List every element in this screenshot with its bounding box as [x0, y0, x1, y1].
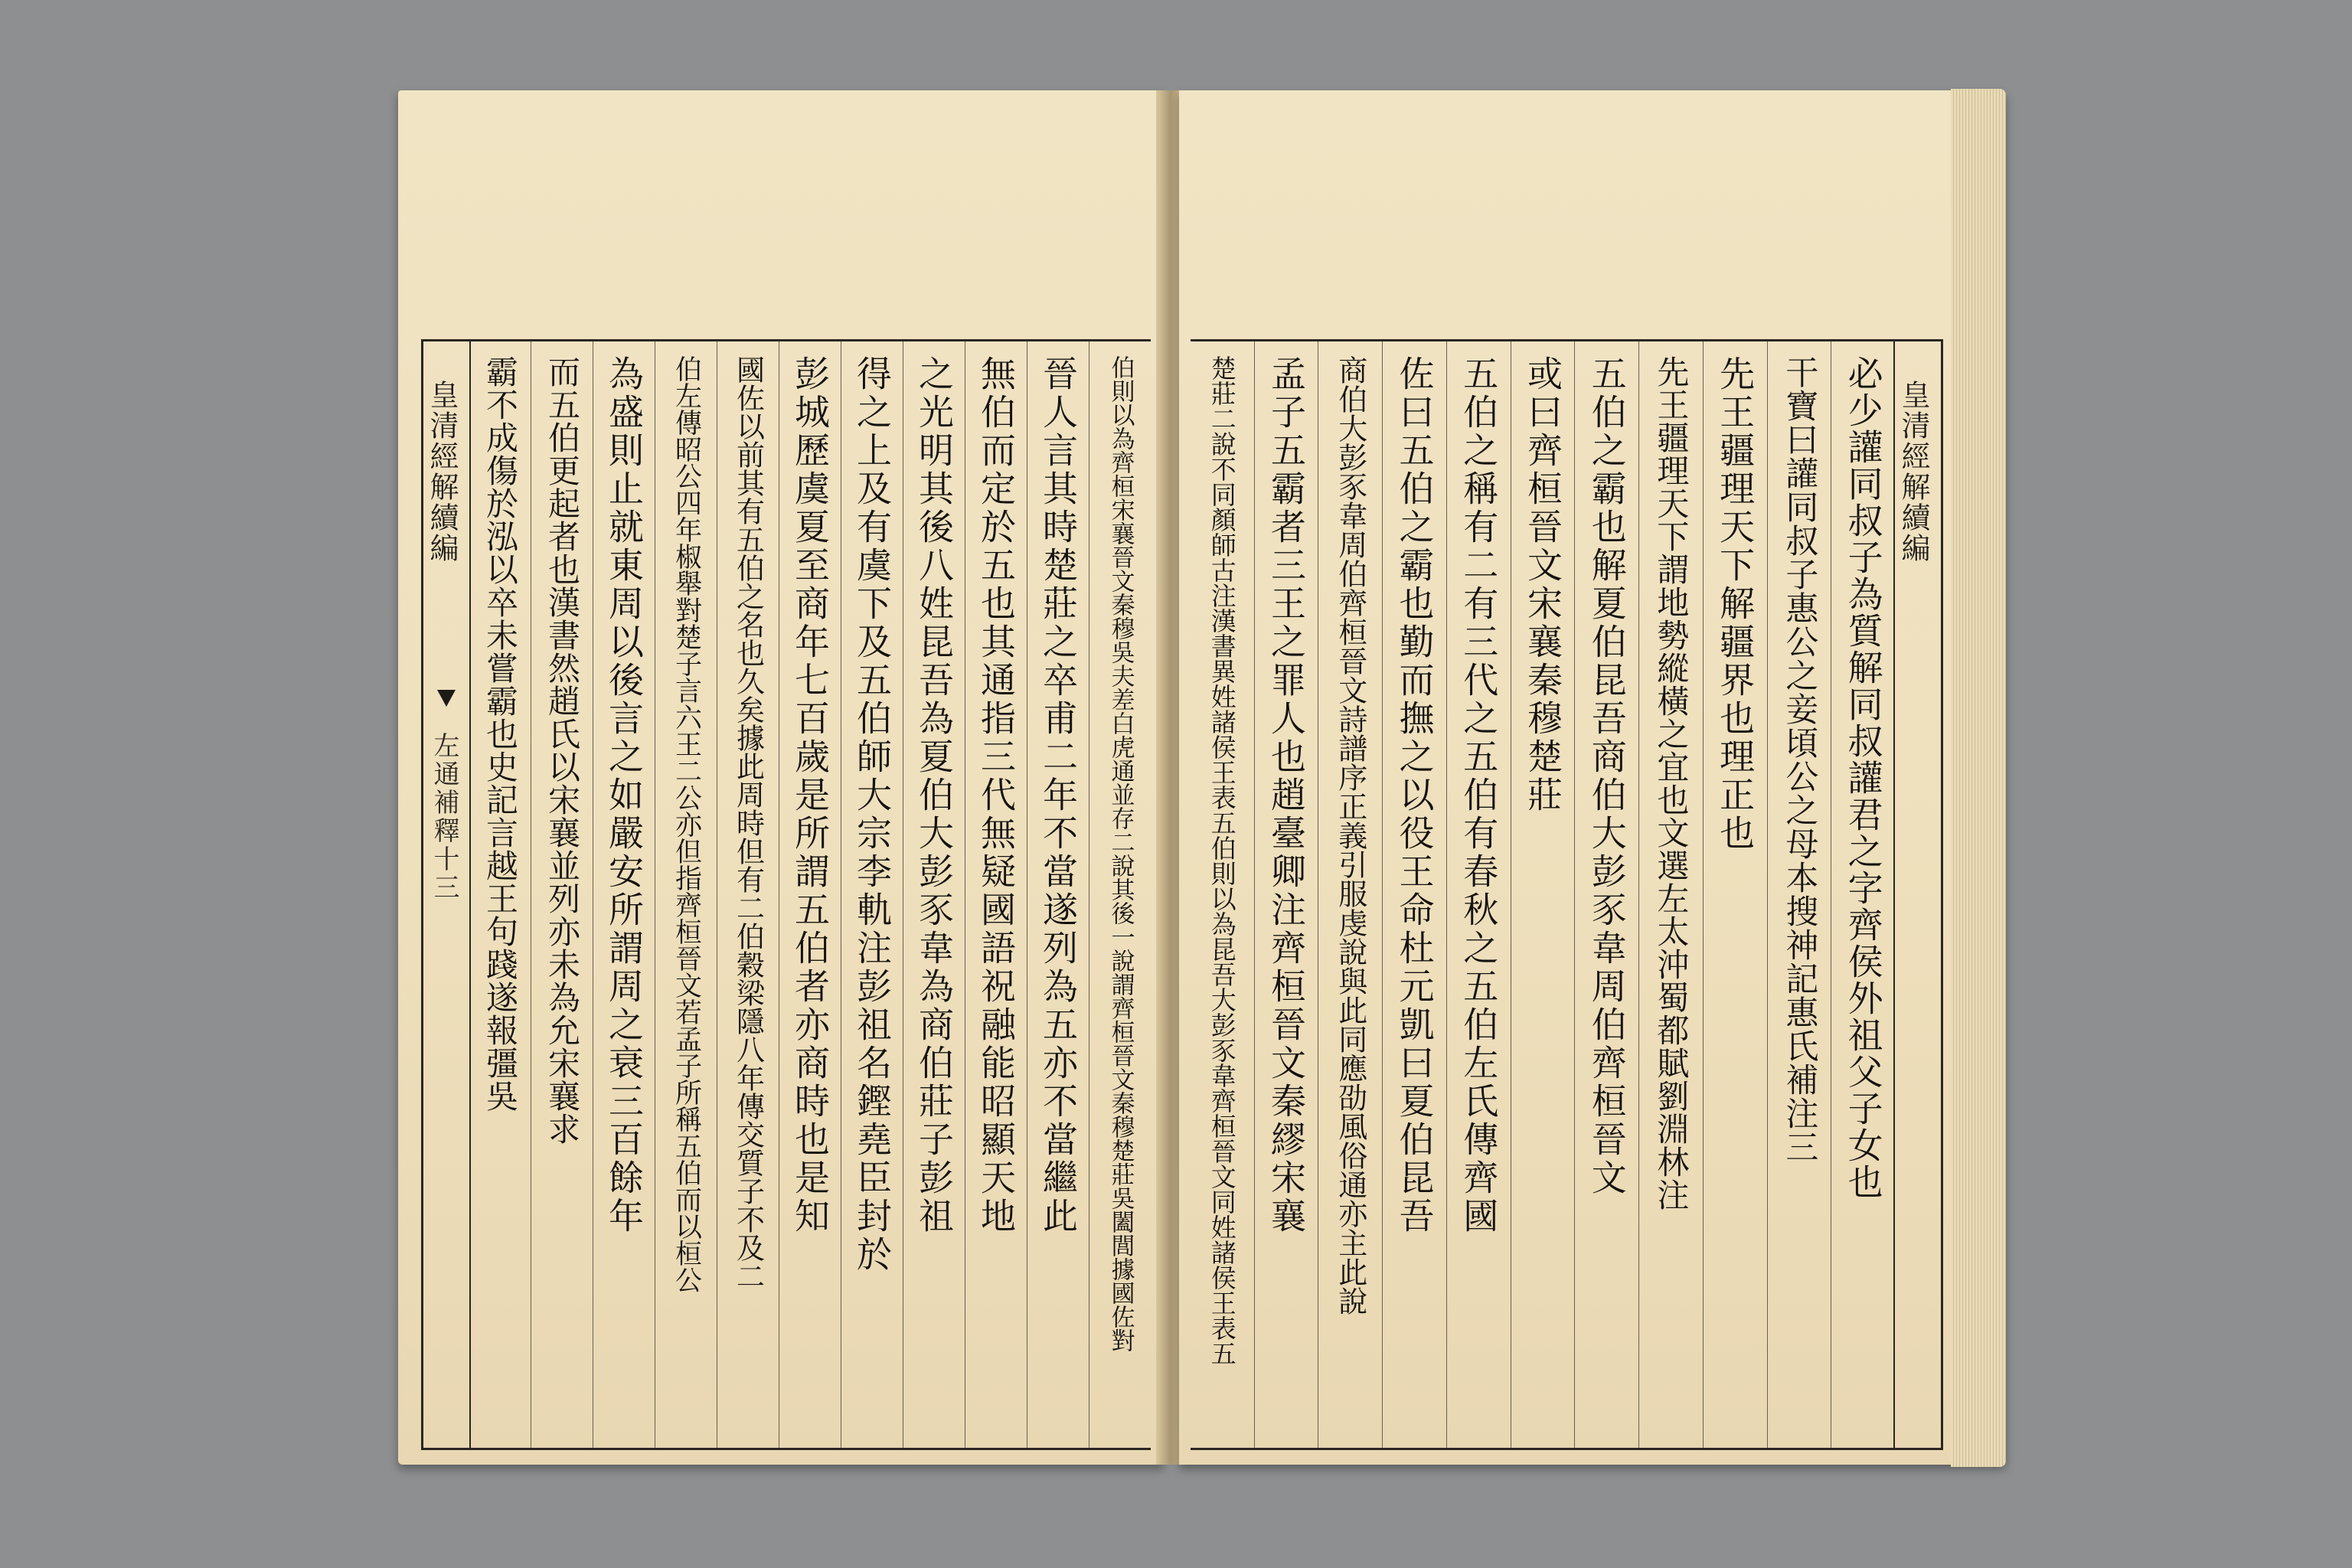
column-text: 先王疆理天下解疆界也理正也 — [1714, 355, 1756, 853]
left-page — [398, 90, 1164, 1465]
column-text: 為盛則止就東周以後言之如嚴安所謂周之衰三百餘年 — [603, 355, 645, 1236]
text-column — [1089, 341, 1151, 1448]
left-text-columns — [469, 341, 1151, 1448]
column-text: 得之上及有虞下及五伯師大宗李軌注彭祖名鏗堯臣封於 — [851, 355, 893, 1274]
column-text: 無伯而定於五也其通指三代無疑國語祝融能昭顯天地 — [975, 355, 1017, 1236]
text-column — [1703, 341, 1767, 1448]
text-column — [1254, 341, 1318, 1448]
text-column — [717, 341, 779, 1448]
left-banxin-subtitle: 左通補釋十三 — [429, 732, 459, 902]
text-column — [1831, 341, 1895, 1448]
open-book — [398, 90, 2006, 1476]
column-text: 而五伯更起者也漢書然趙氏以宋襄並列亦未為允宋襄求 — [544, 355, 581, 1145]
column-text: 之光明其後八姓昆吾為夏伯大彭豕韋為商伯莊子彭祖 — [913, 355, 955, 1236]
text-column — [1511, 341, 1575, 1448]
column-text: 商伯大彭豕韋周伯齊桓晉文詩譜序正義引服虔說與此同應劭風俗通亦主此說 — [1333, 355, 1367, 1315]
text-column — [1027, 341, 1089, 1448]
text-column — [655, 341, 717, 1448]
text-column — [779, 341, 841, 1448]
right-banxin-title: 皇清經解續編 — [1896, 380, 1930, 564]
left-banxin-title: 皇清經解續編 — [425, 380, 459, 564]
column-text: 伯左傳昭公四年椒舉對楚子言六王二公亦但指齊桓晉文若孟子所稱五伯而以桓公 — [671, 355, 702, 1293]
text-column — [1446, 341, 1511, 1448]
left-page-margin-column — [423, 341, 471, 1448]
text-column — [1191, 341, 1254, 1448]
column-text: 晉人言其時楚莊之卒甫二年不當遂列為五亦不當繼此 — [1037, 355, 1079, 1236]
column-text: 五伯之稱有二有三代之五伯有春秋之五伯左氏傳齊國 — [1458, 355, 1500, 1236]
text-column — [593, 341, 655, 1448]
column-text: 國佐以前其有五伯之名也久矣據此周時但有二伯穀梁隱八年傳交質子不及二 — [731, 355, 765, 1290]
column-text: 伯則以為齊桓宋襄晉文秦穆吳夫差白虎通並存二說其後一說謂齊桓晉文秦穆楚莊吳闔閭據國佐對 — [1106, 355, 1135, 1352]
column-text: 必少讙同叔子為質解同叔讙君之字齊侯外祖父子女也 — [1842, 355, 1884, 1200]
text-column — [903, 341, 965, 1448]
column-text: 先王疆理天下謂地勢縱橫之宜也文選左太沖蜀都賦劉淵林注 — [1652, 355, 1690, 1211]
page-edges — [1951, 89, 2006, 1467]
right-page — [1179, 90, 2006, 1465]
text-column — [469, 341, 531, 1448]
column-text: 楚莊二說不同顏師古注漢書異姓諸侯王表五伯則以為昆吾大彭豕韋齊桓晉文同姓諸侯王表五 — [1207, 355, 1237, 1366]
column-text: 霸不成傷於泓以卒未嘗霸也史記言越王句踐遂報彊吳 — [482, 355, 519, 1112]
column-text: 或曰齊桓晉文宋襄秦穆楚莊 — [1521, 355, 1563, 815]
text-column — [531, 341, 593, 1448]
fish-tail-mark-icon — [437, 690, 456, 707]
text-column — [965, 341, 1027, 1448]
column-text: 干寶曰讙同叔子惠公之妾頃公之母本搜神記惠氏補注三 — [1780, 355, 1819, 1164]
column-text: 彭城歷虞夏至商年七百歲是所謂五伯者亦商時也是知 — [789, 355, 831, 1236]
text-column — [841, 341, 903, 1448]
right-page-margin-column — [1893, 341, 1941, 1448]
right-text-columns — [1191, 341, 1895, 1448]
left-text-frame — [421, 339, 1151, 1450]
column-text: 五伯之霸也解夏伯昆吾商伯大彭豕韋周伯齊桓晉文 — [1586, 355, 1628, 1197]
right-text-frame — [1191, 339, 1943, 1450]
text-column — [1638, 341, 1703, 1448]
text-column — [1382, 341, 1446, 1448]
column-text: 孟子五霸者三王之罪人也趙臺卿注齊桓晉文秦繆宋襄 — [1266, 355, 1308, 1236]
text-column — [1767, 341, 1831, 1448]
text-column — [1318, 341, 1382, 1448]
text-column — [1574, 341, 1638, 1448]
column-text: 佐曰五伯之霸也勤而撫之以役王命杜元凱曰夏伯昆吾 — [1393, 355, 1436, 1236]
